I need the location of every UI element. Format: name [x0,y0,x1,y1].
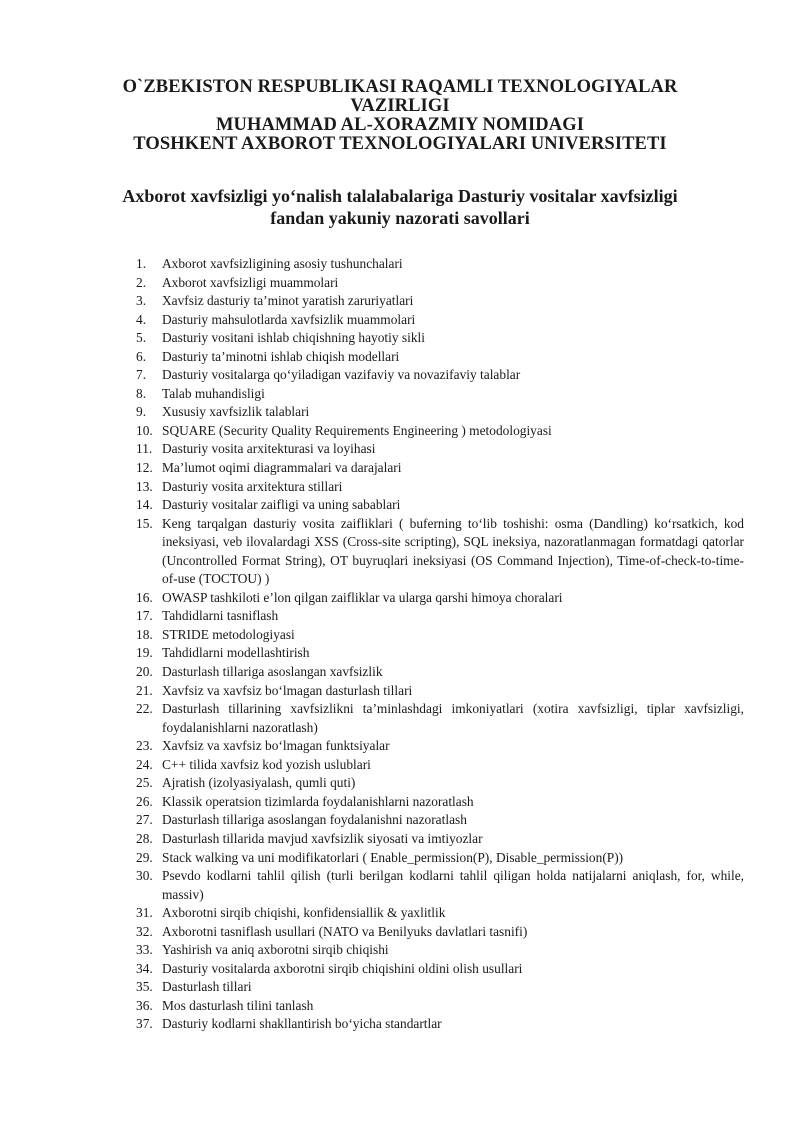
question-text: Dasturiy vositalarda axborotni sirqib chiqishini oldini olish usullari [162,960,523,976]
header-line-4: TOSHKENT AXBOROT TEXNOLOGIYALARI UNIVERSITETI [133,134,667,154]
list-item [136,644,744,663]
question-text: Yashirish va aniq axborotni sirqib chiqishi [162,942,389,958]
list-item [136,663,744,682]
list-item [136,311,744,330]
list-item [136,348,744,367]
list-item [136,978,744,997]
list-item [136,607,744,626]
question-number: 7. [136,367,147,383]
question-text: Keng tarqalgan dasturiy vosita zaifliklari ( buferning to‘lib toshishi: osma (Dandling) ko‘rsatkich, kod ineksiyasi, veb ilovalardagi XSS (Cross-site scripting), SQL ineksiya, nazoratlanmagan formatdagi qatorlar (Uncontrolled Format String), OT buyruqlari ineksiyasi (OS Command Injection), Time-of-check-to-time-of-use (TOCTOU) ) [162,515,744,587]
question-text: Dasturlash tillariga asoslangan xavfsizlik [162,664,383,680]
exam-title-line-2: fandan yakuniy nazorati savollari [270,208,530,228]
question-number: 31. [136,905,153,921]
question-number: 29. [136,849,153,865]
list-item [136,440,744,459]
question-number: 18. [136,626,153,642]
question-number: 5. [136,330,147,346]
question-number: 16. [136,589,153,605]
university-header [100,78,700,154]
list-item [136,496,744,515]
question-number: 14. [136,497,153,513]
question-text: SQUARE (Security Quality Requirements Engineering ) metodologiyasi [162,422,552,438]
header-line-3: MUHAMMAD AL-XORAZMIY NOMIDAGI [215,115,585,135]
question-number: 20. [136,664,153,680]
question-text: Ajratish (izolyasiyalash, qumli quti) [162,775,356,791]
question-number: 8. [136,385,147,401]
list-item [136,422,744,441]
question-number: 10. [136,422,153,438]
question-number: 26. [136,793,153,809]
list-item [136,589,744,608]
list-item [136,1015,744,1034]
question-number: 37. [136,1016,153,1032]
list-item [136,329,744,348]
question-number: 15. [136,515,153,531]
list-item [136,941,744,960]
list-item [136,997,744,1016]
question-text: Xavfsiz dasturiy ta’minot yaratish zaruriyatlari [162,293,414,309]
question-text: Psevdo kodlarni tahlil qilish (turli berilgan kodlarni tahlil qiligan holda natijalarni aniqlash, for, while, massiv) [162,868,744,902]
list-item [136,700,744,737]
question-text: Xususiy xavfsizlik talablari [162,404,310,420]
list-item [136,849,744,868]
list-item [136,385,744,404]
list-item [136,830,744,849]
question-text: Tahdidlarni tasniflash [162,608,279,624]
question-text: Axborot xavfsizligi muammolari [162,274,339,290]
question-number: 22. [136,701,153,717]
list-item [136,774,744,793]
question-number: 9. [136,404,147,420]
question-text: STRIDE metodologiyasi [162,626,295,642]
question-text: Stack walking va uni modifikatorlari ( Enable_permission(P), Disable_permission(P)) [162,849,624,865]
question-number: 11. [136,441,153,457]
question-number: 27. [136,812,153,828]
question-number: 25. [136,775,153,791]
list-item [136,960,744,979]
question-text: Dasturiy kodlarni shakllantirish bo‘yicha standartlar [162,1016,442,1032]
question-number: 36. [136,997,153,1013]
question-text: Dasturiy vositalar zaifligi va uning sabablari [162,497,401,513]
question-number: 30. [136,868,153,884]
question-text: Dasturiy vosita arxitektura stillari [162,478,343,494]
question-text: Ma’lumot oqimi diagrammalari va darajalari [162,460,402,476]
question-text: C++ tilida xavfsiz kod yozish uslublari [162,756,371,772]
question-number: 12. [136,460,153,476]
question-text: Klassik operatsion tizimlarda foydalanishlarni nazoratlash [162,793,474,809]
question-text: OWASP tashkiloti e’lon qilgan zaifliklar va ularga qarshi himoya choralari [162,589,563,605]
question-text: Dasturiy vosita arxitekturasi va loyihasi [162,441,376,457]
question-text: Dasturiy vositani ishlab chiqishning hayotiy sikli [162,330,425,346]
list-item [136,904,744,923]
exam-title-line-1: Axborot xavfsizligi yo‘nalish talalabalariga Dasturiy vositalar xavfsizligi [122,186,678,206]
list-item [136,274,744,293]
question-text: Xavfsiz va xavfsiz bo‘lmagan funktsiyalar [162,738,390,754]
list-item [136,682,744,701]
question-list [136,255,744,1034]
question-number: 4. [136,311,147,327]
list-item [136,867,744,904]
list-item [136,923,744,942]
question-number: 28. [136,830,153,846]
header-line-1: O`ZBEKISTON RESPUBLIKASI RAQAMLI TEXNOLOGIYALAR [122,77,678,97]
question-number: 1. [136,256,147,271]
question-text: Mos dasturlash tilini tanlash [162,997,314,1013]
question-number: 3. [136,293,147,309]
list-item [136,737,744,756]
question-number: 21. [136,682,153,698]
list-item [136,459,744,478]
question-number: 32. [136,923,153,939]
question-text: Axborotni tasniflash usullari (NATO va Benilyuks davlatlari tasnifi) [162,923,528,939]
list-item [136,793,744,812]
question-number: 2. [136,274,147,290]
question-number: 34. [136,960,153,976]
question-text: Axborotni sirqib chiqishi, konfidensiallik & yaxlitlik [162,905,446,921]
question-text: Dasturiy ta’minotni ishlab chiqish modellari [162,348,400,364]
question-number: 35. [136,979,153,995]
list-item [136,811,744,830]
list-item [136,366,744,385]
question-text: Dasturlash tillarida mavjud xavfsizlik siyosati va imtiyozlar [162,830,483,846]
question-text: Dasturlash tillarining xavfsizlikni ta’minlashdagi imkoniyatlari (xotira xavfsizligi, tiplar xavfsizligi, foydalanishlarni nazoratlash) [162,701,744,735]
exam-title [80,185,720,229]
question-number: 33. [136,942,153,958]
list-item [136,292,744,311]
question-number: 6. [136,348,147,364]
question-text: Talab muhandisligi [162,385,265,401]
list-item [136,478,744,497]
question-text: Xavfsiz va xavfsiz bo‘lmagan dasturlash tillari [162,682,413,698]
list-item [136,403,744,422]
question-text: Dasturlash tillari [162,979,252,995]
question-number: 24. [136,756,153,772]
question-text: Tahdidlarni modellashtirish [162,645,310,661]
question-text: Dasturiy vositalarga qo‘yiladigan vazifaviy va novazifaviy talablar [162,367,521,383]
question-number: 23. [136,738,153,754]
question-number: 13. [136,478,153,494]
header-line-2: VAZIRLIGI [350,96,450,116]
list-item [136,626,744,645]
list-item [136,515,744,589]
question-text: Dasturlash tillariga asoslangan foydalanishni nazoratlash [162,812,467,828]
question-number: 17. [136,608,153,624]
question-text: Dasturiy mahsulotlarda xavfsizlik muammolari [162,311,416,327]
question-text: Axborot xavfsizligining asosiy tushunchalari [162,256,403,271]
list-item [136,255,744,274]
question-number: 19. [136,645,153,661]
list-item [136,756,744,775]
